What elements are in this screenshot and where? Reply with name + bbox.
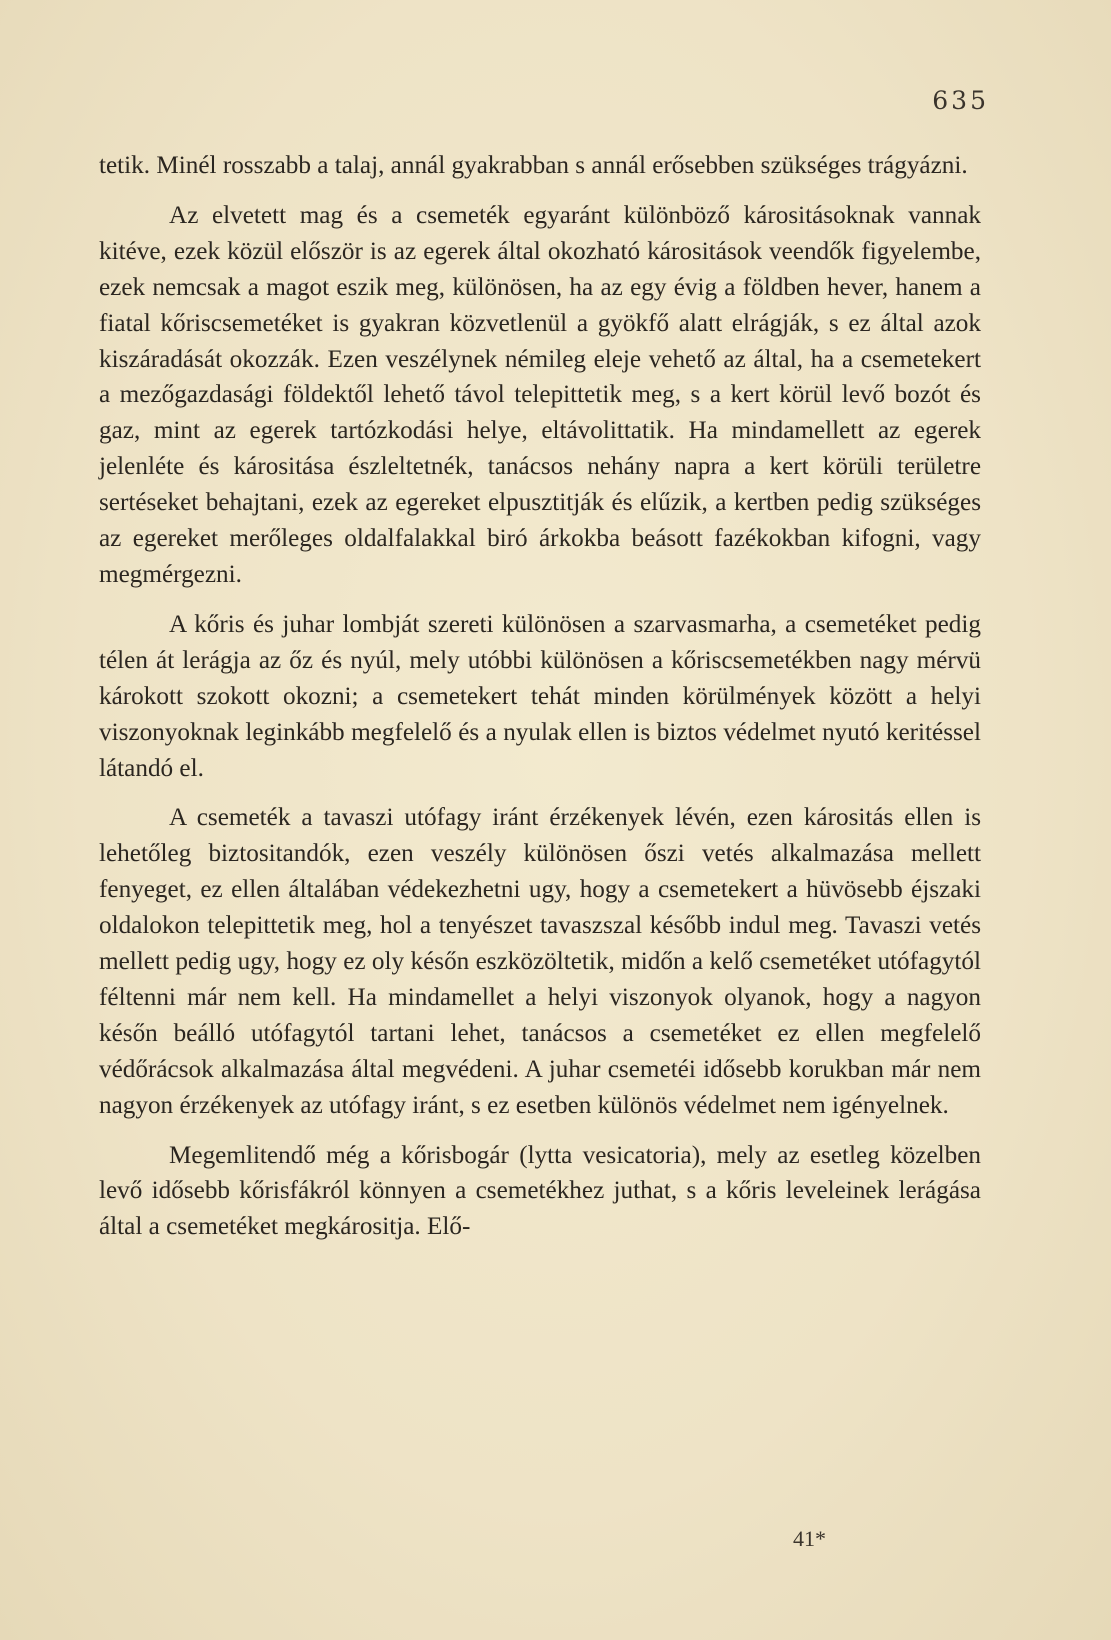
paragraph-1: tetik. Minél rosszabb a talaj, annál gyakrabban s annál erősebben szükséges trágyázni.	[99, 152, 968, 179]
paragraph-5: Megemlitendő még a kőrisbogár (lytta vesicatoria), mely az esetleg közelben levő idősebb kőrisfákról könnyen a csemetékhez juthat, s a kőris leveleinek lerágása által a csemetéket megkárositja. Elő-	[99, 1141, 981, 1241]
page-number: 635	[932, 86, 989, 115]
body-text	[99, 148, 981, 1245]
paragraph-3: A kőris és juhar lombját szereti különösen a szarvasmarha, a csemetéket pedig télen át lerágja az őz és nyúl, mely utóbbi különösen a kőriscsemetékben nagy mérvü károkott szokott okozni; a csemetekert tehát minden körülmények között a helyi viszonyoknak leginkább megfelelő és a nyulak ellen is biztos védelmet nyutó keritéssel látandó el.	[99, 610, 981, 782]
signature-mark: 41*	[793, 1526, 826, 1551]
paragraph-2: Az elvetett mag és a csemeték egyaránt különböző kárositásoknak vannak kitéve, ezek közül először is az egerek által okozható kárositások veendők figyelembe, ezek nemcsak a magot eszik meg, különösen, ha az egy évig a földben hever, hanem a fiatal kőriscsemetéket is gyakran közvetlenül a gyökfő alatt elrágják, s ez által azok kiszáradását okozzák. Ezen veszélynek némileg eleje vehető az által, ha a csemetekert a mezőgazdasági földektől lehető távol telepittetik meg, s a kert körül levő bozót és gaz, mint az egerek tartózkodási helye, eltávolittatik. Ha mindamellett az egerek jelenléte és kárositása észleltetnék, tanácsos nehány napra a kert körüli területre sertéseket behajtani, ezek az egereket elpusztitják és elűzik, a kertben pedig szükséges az egereket merőleges oldalfalakkal biró árkokba beásott fazékokban kifogni, vagy megmérgezni.	[99, 201, 981, 588]
paragraph-4: A csemeték a tavaszi utófagy iránt érzékenyek lévén, ezen kárositás ellen is lehetőleg biztositandók, ezen veszély különösen őszi vetés alkalmazása mellett fenyeget, ez ellen általában védekezhetni ugy, hogy a csemetekert a hüvösebb éjszaki oldalokon telepittetik meg, hol a tenyészet tavaszszal később indul meg. Tavaszi vetés mellett pedig ugy, hogy ez oly későn eszközöltetik, midőn a kelő csemetéket utófagytól féltenni már nem kell. Ha mindamellet a helyi viszonyok olyanok, hogy a nagyon későn beálló utófagytól tartani lehet, tanácsos a csemetéket ez ellen megfelelő védőrácsok alkalmazása által megvédeni. A juhar csemetéi idősebb korukban már nem nagyon érzékenyek az utófagy iránt, s ez esetben különös védelmet nem igényelnek.	[99, 804, 981, 1119]
